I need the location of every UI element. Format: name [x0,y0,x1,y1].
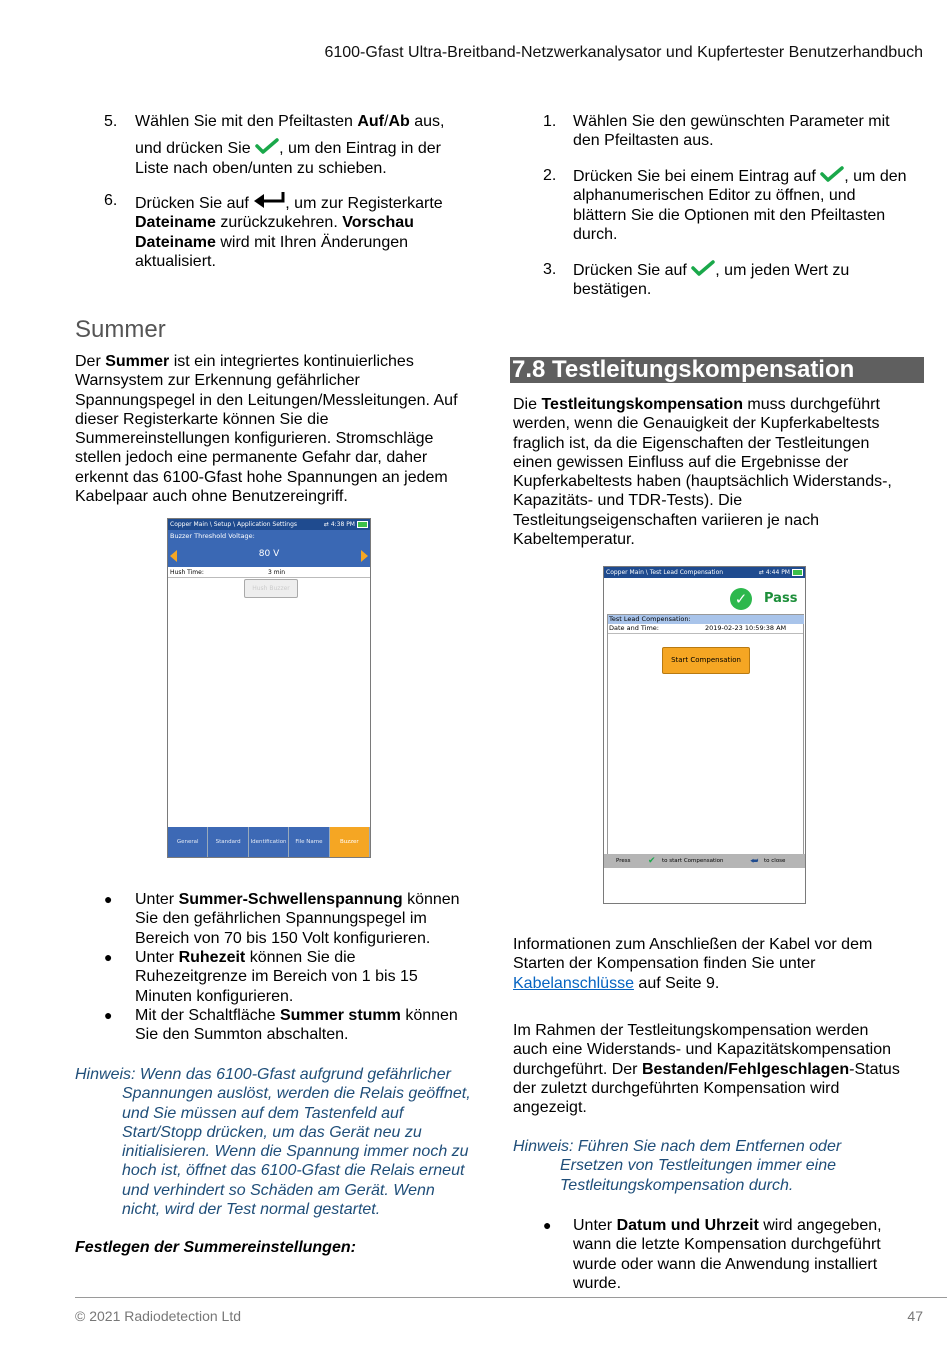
screen-title-bar: Copper Main \ Test Lead Compensation ⇄ 4:44 PM [604,567,805,578]
return-arrow-icon: ⮨ [750,856,759,866]
settings-tabs [168,827,370,857]
bullet-icon: ● [543,1217,552,1233]
buzzer-threshold-panel[interactable]: Buzzer Threshold Voltage: 80 V [168,530,370,567]
kabelanschluesse-link[interactable]: Kabelanschlüsse [513,974,634,992]
tab-general[interactable]: General [168,827,208,857]
bullet-icon: ● [104,949,113,965]
footer-copyright: © 2021 Radiodetection Ltd [75,1308,241,1324]
check-icon [255,138,279,154]
pass-check-icon: ✓ [730,588,752,610]
summer-heading: Summer [75,316,166,343]
festlegen-heading: Festlegen der Summereinstellungen: [75,1239,356,1256]
test-lead-compensation-screenshot: Copper Main \ Test Lead Compensation ⇄ 4:44 PM ✓ Pass Test Lead Compensation: Date and Time: 2019-02-23 10:59:38 AM Start Compensation Press ✔ to start Compensation ⮨ to close [603,566,806,904]
compensation-paragraph: Im Rahmen der Testleitungskompensation werden auch eine Widerstands- und Kapazitätskompensation durchgeführt. Der Bestanden/Fehlgeschlagen-Status der zuletzt durchgeführten Kompensation wird angezeigt. [513,1022,900,1117]
tab-file-name[interactable]: File Name [289,827,329,857]
usb-icon: ⇄ [758,569,764,576]
tab-buzzer[interactable]: Buzzer [330,827,370,857]
hush-time-row[interactable]: Hush Time: 3 min [168,568,370,578]
section-paragraph: Die Testleitungskompensation muss durchgeführt werden, wenn die Genauigkeit der Kupferkabeltests fraglich ist, da die Eigenschaften der Testleitungen einen gewissen Einfluss auf die Ergebnisse der Kupferkabeltests haben (hauptsächlich Widerstands-, Kapazitäts- und TDR-Tests). Die Testleitungseigenschaften variieren je nach Kabeltemperatur. [513,396,892,549]
page-number: 47 [907,1308,923,1324]
right-arrow-icon[interactable] [361,550,368,562]
tab-standard[interactable]: Standard [208,827,248,857]
buzzer-note: Hinweis: Wenn das 6100-Gfast aufgrund gefährlicher Spannungen auslöst, werden die Relais geöffnet, und Sie müssen auf dem Tastenfeld auf Start/Stopp drücken, um das Gerät neu zu initialisieren. Wenn die Spannung immer noch zu hoch ist, öffnet das 6100-Gfast die Relais erneut und verhindert so Schäden am Gerät. Wenn nicht, wird der Test normal gestartet. [75,1066,471,1219]
result-panel: Test Lead Compensation: Date and Time: 2019-02-23 10:59:38 AM Start Compensation [607,614,804,856]
screen-title-bar: Copper Main \ Setup \ Application Settings ⇄ 4:38 PM [168,519,370,530]
footer-divider [75,1297,947,1298]
page-header: 6100-Gfast Ultra-Breitband-Netzwerkanalysator und Kupfertester Benutzerhandbuch [324,44,923,61]
battery-icon [357,521,368,528]
check-icon [820,166,844,182]
test-lead-note: Hinweis: Führen Sie nach dem Entfernen oder Ersetzen von Testleitungen immer eine Testleitungskompensation durch. [513,1138,842,1194]
battery-icon [792,569,803,576]
bullet-icon: ● [104,891,113,907]
summer-paragraph: Der Summer ist ein integriertes kontinuierliches Warnsystem zur Erkennung gefährlicher Spannungspegel in den Leitungen/Messleitungen. Auf dieser Registerkarte können Sie die Summereinstellungen konfigurieren. Stromschläge stellen jedoch eine permanente Gefahr dar, daher erkennt das 6100-Gfast hohe Spannungen an jedem Kabelpaar auch ohne Benutzereingriff. [75,353,458,506]
buzzer-settings-screenshot [167,518,371,858]
start-compensation-button[interactable]: Start Compensation [662,647,750,674]
hint-bar: Press ✔ to start Compensation ⮨ to close [604,854,805,868]
return-arrow-icon [253,191,285,209]
check-icon: ✔ [648,856,656,866]
check-icon [691,260,715,276]
cable-info-paragraph: Informationen zum Anschließen der Kabel vor dem Starten der Kompensation finden Sie unter Kabelanschlüsse auf Seite 9. [513,936,873,992]
bullet-icon: ● [104,1007,113,1023]
usb-icon: ⇄ [323,521,329,528]
date-time-row: Date and Time: 2019-02-23 10:59:38 AM [608,624,803,634]
tab-identification[interactable]: Identification [249,827,289,857]
hush-buzzer-button[interactable]: Hush Buzzer [244,579,298,598]
section-heading: 7.8 Testleitungskompensation [510,357,924,383]
